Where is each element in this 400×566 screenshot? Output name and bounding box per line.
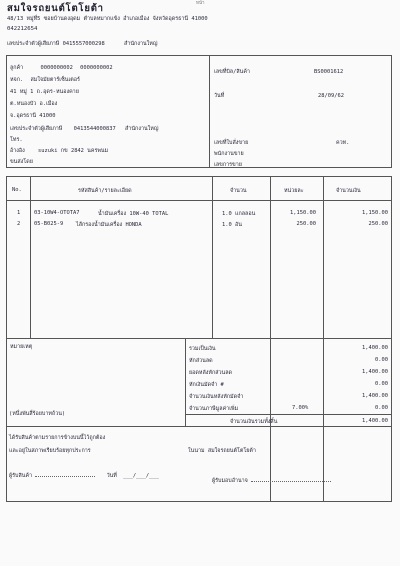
customer-name: สมใจมัยตาร์เซ็นเตอร์	[30, 77, 80, 83]
company-name: สมใจรถยนต์โตโยต้า	[7, 3, 104, 14]
summary-divider	[6, 338, 392, 339]
remarks-divider	[185, 338, 186, 426]
received-note-2: และอยู่ในสภาพเรียบร้อยทุกประการ	[9, 448, 91, 454]
customer-ref-line	[10, 148, 108, 154]
vat-value: 0.00	[375, 405, 388, 411]
footer-divider	[6, 426, 392, 427]
salesperson-label: พนักงานขาย	[214, 151, 244, 157]
customer-name-prefix: หจก.	[10, 77, 24, 83]
customer-code-line	[10, 65, 113, 71]
row-2-qty: 1.0 อัน	[222, 222, 242, 228]
company-phone: 042212654	[7, 26, 38, 32]
after-discount-label: ยอดหลังหักส่วนลด	[189, 370, 233, 376]
received-note-1: ได้รับสินค้าตามรายการข้างบนนี้ไว้ถูกต้อง	[9, 435, 106, 441]
discount-value: 0.00	[375, 357, 388, 363]
row-1-code: 03-10W4-OTOTA7	[34, 210, 80, 216]
col-header-amount: จำนวนเงิน	[336, 188, 361, 194]
col-divider-qty	[270, 176, 271, 502]
authorized-signature-field	[251, 481, 331, 482]
col-divider-no	[30, 176, 31, 338]
amount-in-words: (หนึ่งพันสี่ร้อยบาทถ้วน)	[9, 411, 66, 417]
deposit-value: 0.00	[375, 381, 388, 387]
authorized-signature-line	[212, 478, 331, 484]
after-deposit-value: 1,400.00	[362, 393, 388, 399]
invoice-date-label: วันที่	[214, 93, 225, 99]
customer-branch: สำนักงานใหญ่	[125, 126, 159, 132]
vat-label: จำนวนภาษีมูลค่าเพิ่ม	[189, 406, 239, 412]
sales-order-label: เลขที่ใบสั่งขาย	[214, 140, 249, 146]
customer-divider	[209, 55, 210, 168]
company-address: 48/13 หมู่ที่5 ซอยบ้านดงอุดม ตำบลหมากแข้ง อำเภอเมือง จังหวัดอุดรธานี 41000	[7, 16, 208, 22]
row-2-price: 250.00	[296, 221, 316, 227]
remarks-label: หมายเหตุ	[10, 344, 33, 350]
deposit-label: หักเงินมัดจำ #	[189, 382, 224, 388]
vat-rate: 7.00%	[292, 405, 309, 411]
on-behalf-of: ในนาม สมใจรถยนต์โตโยต้า	[188, 448, 256, 454]
invoice-no: BS0001612	[314, 69, 344, 75]
invoice-date: 28/09/62	[318, 93, 344, 99]
row-1-amount: 1,150.00	[362, 210, 388, 216]
table-header-divider	[6, 200, 392, 201]
col-header-code-desc: รหัสสินค้า/รายละเอียด	[78, 188, 132, 194]
col-header-qty: จำนวน	[230, 188, 247, 194]
company-branch: สำนักงานใหญ่	[124, 41, 158, 47]
discount-label: หักส่วนลด	[189, 358, 213, 364]
customer-phone-label: โทร.	[10, 137, 23, 143]
customer-tax-id: 0413544000837	[73, 126, 116, 132]
customer-code: 0000000002	[40, 65, 73, 71]
customer-ship-label: ขนส่งโดย	[10, 159, 33, 165]
customer-code-2: 0000000002	[80, 65, 113, 71]
row-1-qty: 1.0 แกลลอน	[222, 211, 256, 217]
receiver-signature-field	[35, 476, 95, 477]
credit-label: ควท.	[336, 140, 350, 146]
customer-code-label: ลูกค้า	[10, 65, 24, 71]
row-2-code: 05-B025-9	[34, 221, 64, 227]
grand-total-label: จำนวนเงินรวมทั้งสิ้น	[230, 419, 278, 425]
customer-address-1: 41 หมู่ 1 ถ.อุดร-หนองคาย	[10, 89, 79, 95]
after-discount-value: 1,400.00	[362, 369, 388, 375]
customer-ref-value: suzuki กข 2842 นครพนม	[38, 148, 109, 154]
customer-address-3: จ.อุดรธานี 41000	[10, 113, 56, 119]
sale-number-label: เลขการขาย	[214, 162, 242, 168]
col-header-no: No.	[12, 187, 22, 193]
customer-address-2: ต.หนองบัว อ.เมือง	[10, 101, 58, 107]
invoice-no-label: เลขที่บิล/สินค้า	[214, 69, 250, 75]
customer-tax-label: เลขประจำตัวผู้เสียภาษี	[10, 126, 63, 132]
col-divider-price	[323, 176, 324, 502]
subtotal-value: 1,400.00	[362, 345, 388, 351]
page-mark: หน้า	[196, 1, 205, 6]
row-1-no: 1	[17, 210, 21, 216]
col-header-unit-price: หน่วยละ	[284, 188, 304, 194]
after-deposit-label: จำนวนเงินหลังหักมัดจำ	[189, 394, 244, 400]
company-tax-label: เลขประจำตัวผู้เสียภาษี	[7, 41, 60, 47]
row-2-desc: ไส้กรองน้ำมันเครื่อง HONDA	[76, 222, 142, 228]
company-tax-line	[7, 41, 157, 47]
receiver-label: ผู้รับสินค้า	[9, 473, 33, 479]
row-2-amount: 250.00	[368, 221, 388, 227]
receiver-signature-line	[9, 473, 159, 479]
row-1-desc: น้ำมันเครื่อง 10W-40 TOTAL	[98, 211, 169, 217]
grand-total-value: 1,400.00	[362, 418, 388, 424]
col-divider-desc	[212, 176, 213, 338]
subtotal-label: รวมเป็นเงิน	[189, 346, 216, 352]
row-2-no: 2	[17, 221, 21, 227]
customer-tax-line	[10, 126, 158, 132]
customer-ref-label: อ้างอิง	[10, 148, 25, 154]
row-1-price: 1,150.00	[290, 210, 316, 216]
receive-date-blank: ___/___/___	[123, 473, 159, 479]
authorized-label: ผู้รับมอบอำนาจ	[212, 478, 248, 484]
company-tax-id: 0415557000298	[62, 41, 105, 47]
customer-name-line	[10, 77, 80, 83]
receive-date-label: วันที่	[106, 473, 117, 479]
grand-total-divider	[185, 414, 392, 415]
